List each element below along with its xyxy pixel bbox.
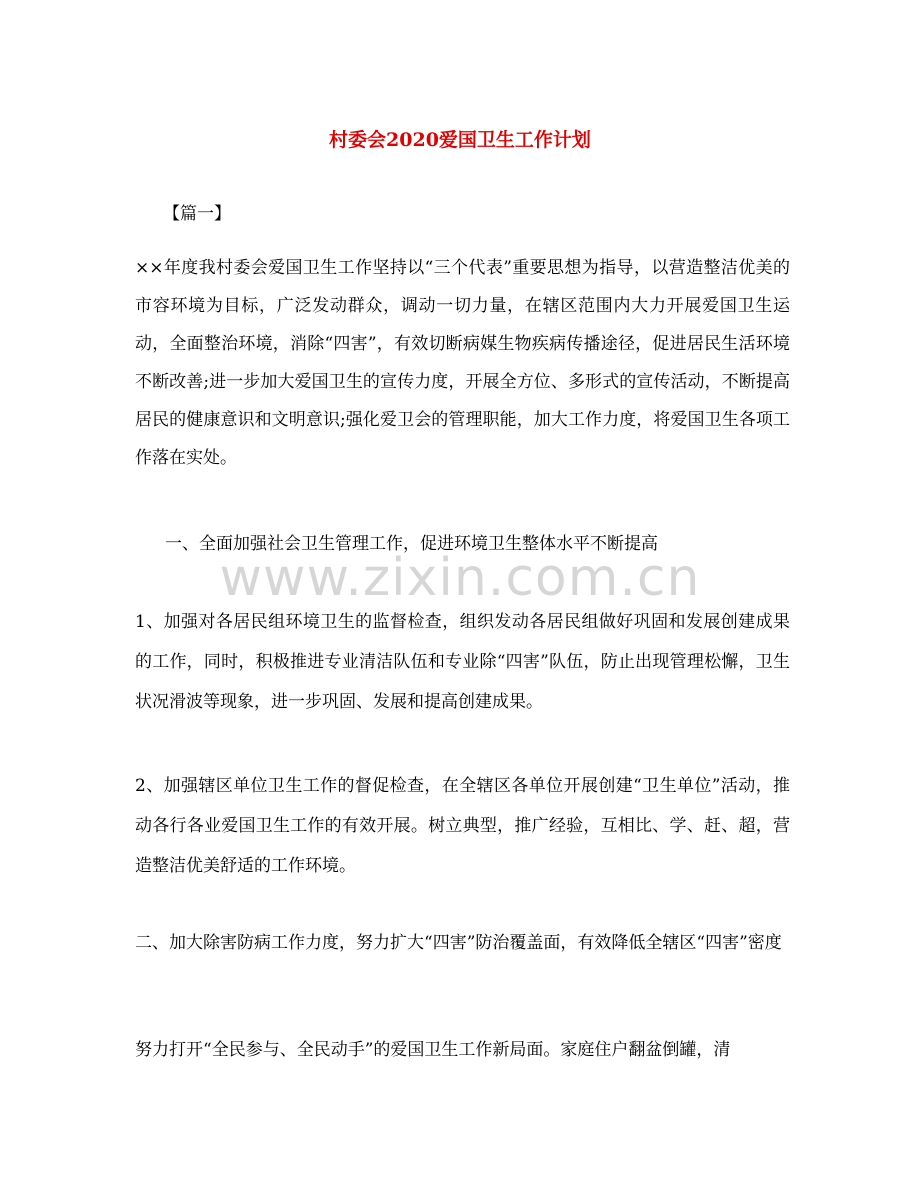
- item-3-paragraph: 努力打开“全民参与、全民动手”的爱国卫生工作新局面。家庭住户翻盆倒罐，清: [135, 1040, 731, 1060]
- intro-paragraph: ××年度我村委会爱国卫生工作坚持以“三个代表”重要思想为指导，以营造整洁优美的市容环境为目标，广泛发动群众，调动一切力量，在辖区范围内大力开展爱国卫生运动，全面整治环境，消除“四害”，有效切断病媒生物疾病传播途径，促进居民生活环境不断改善;进一步加大爱国卫生的宣传力度，开展全方位、多形式的宣传活动，不断提高居民的健康意识和文明意识;强化爱卫会的管理职能，加大工作力度，将爱国卫生各项工作落在实处。: [135, 258, 790, 468]
- item-1-paragraph: 1、加强对各居民组环境卫生的监督检查，组织发动各居民组做好巩固和发展创建成果的工作，同时，积极推进专业清洁队伍和专业除“四害”队伍，防止出现管理松懈，卫生状况滑波等现象，进一步巩固、发展和提高创建成果。: [135, 612, 790, 712]
- watermark: www.zixin.com.cn: [219, 548, 701, 608]
- heading-two: 二、加大除害防病工作力度，努力扩大“四害”防治覆盖面，有效降低全辖区“四害”密度: [135, 933, 782, 953]
- heading-one: 一、全面加强社会卫生管理工作，促进环境卫生整体水平不断提高: [165, 534, 658, 554]
- section-label: 【篇一】: [163, 204, 231, 224]
- item-2-paragraph: 2、加强辖区单位卫生工作的督促检查，在全辖区各单位开展创建“卫生单位”活动，推动各行各业爱国卫生工作的有效开展。树立典型，推广经验，互相比、学、赶、超，营造整洁优美舒适的工作环境。: [135, 776, 790, 876]
- document-title: 村委会2020爱国卫生工作计划: [329, 129, 591, 151]
